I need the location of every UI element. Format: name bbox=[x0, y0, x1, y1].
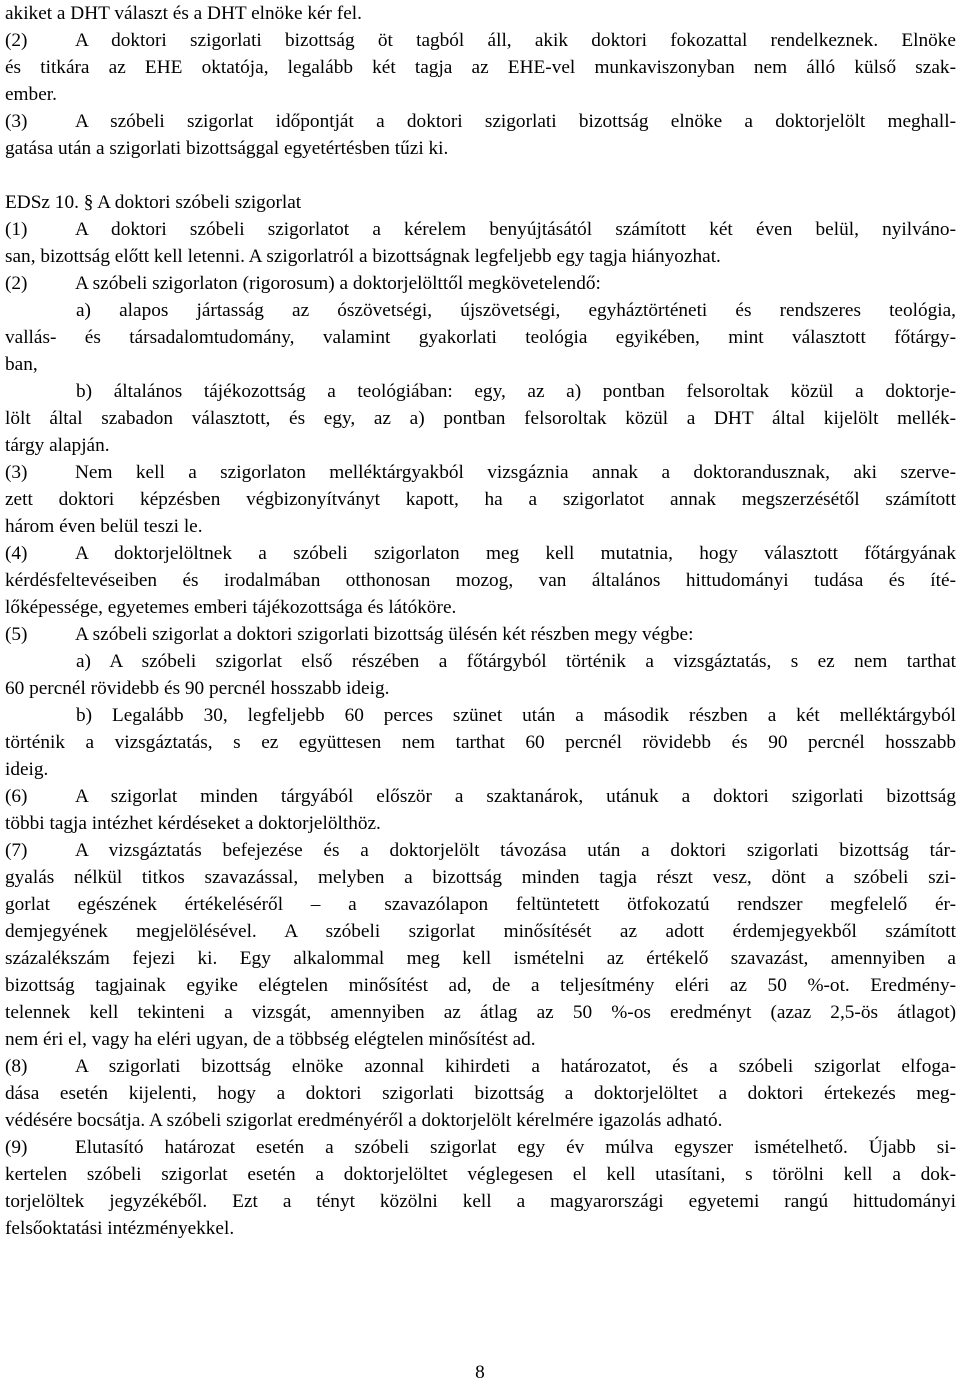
line-text: A szóbeli szigorlaton (rigorosum) a doktorjelölttől megkövetelendő: bbox=[75, 273, 601, 294]
text-line bbox=[5, 756, 956, 783]
line-text: ember. bbox=[5, 84, 57, 105]
line-text: san, bizottság előtt kell letenni. A szigorlatról a bizottságnak legfeljebb egy tagja hiányozhat. bbox=[5, 246, 721, 267]
line-text: gyalás nélkül titkos szavazással, melyben a bizottság minden tagja részt vesz, dönt a szóbeli szi- bbox=[5, 867, 956, 888]
text-line bbox=[5, 513, 956, 540]
line-text: EDSz 10. § A doktori szóbeli szigorlat bbox=[5, 192, 302, 213]
line-text: védésére bocsátja. A szóbeli szigorlat eredményéről a doktorjelölt kérelmére igazolás adható. bbox=[5, 1110, 723, 1131]
text-line bbox=[5, 999, 956, 1026]
text-line bbox=[5, 1053, 956, 1080]
page-number: 8 bbox=[475, 1362, 485, 1383]
text-line bbox=[5, 729, 956, 756]
text-line bbox=[5, 918, 956, 945]
text-line bbox=[5, 270, 956, 297]
line-text: A szóbeli szigorlat a doktori szigorlati bizottság ülésén két részben megy végbe: bbox=[75, 624, 694, 645]
text-line bbox=[5, 621, 956, 648]
line-text: ban, bbox=[5, 354, 38, 375]
text-line bbox=[5, 1107, 956, 1134]
paragraph-number: (2) bbox=[5, 273, 28, 294]
paragraph-number: (3) bbox=[5, 111, 28, 132]
text-line bbox=[5, 459, 956, 486]
line-text: akiket a DHT választ és a DHT elnöke kér fel. bbox=[5, 3, 362, 24]
text-line bbox=[5, 108, 956, 135]
line-text: tárgy alapján. bbox=[5, 435, 110, 456]
line-text: b) általános tájékozottság a teológiában: egy, az a) pontban felsoroltak közül a doktorje- bbox=[76, 381, 956, 402]
text-line bbox=[5, 648, 956, 675]
line-text: vallás- és társadalomtudomány, valamint gyakorlati teológia egyikében, mint választott főtárgy- bbox=[5, 327, 956, 348]
text-line bbox=[5, 1188, 956, 1215]
line-text: A szigorlat minden tárgyából először a szaktanárok, utánuk a doktori szigorlati bizottság bbox=[75, 786, 956, 807]
text-line bbox=[5, 540, 956, 567]
text-line bbox=[5, 54, 956, 81]
text-line bbox=[5, 297, 956, 324]
text-line bbox=[5, 81, 956, 108]
text-line bbox=[5, 945, 956, 972]
line-text: Nem kell a szigorlaton melléktárgyakból vizsgáznia annak a doktorandusznak, aki szerve- bbox=[75, 462, 956, 483]
line-text: gorlat egészének értékeléséről – a szavazólapon feltüntetett ötfokozatú rendszer megfelelő ér- bbox=[5, 894, 956, 915]
text-line bbox=[5, 216, 956, 243]
text-line bbox=[5, 432, 956, 459]
text-line bbox=[5, 864, 956, 891]
text-line bbox=[5, 891, 956, 918]
text-line bbox=[5, 0, 956, 27]
paragraph-number: (1) bbox=[5, 219, 28, 240]
text-line bbox=[5, 594, 956, 621]
paragraph-number: (2) bbox=[5, 30, 28, 51]
text-line bbox=[5, 189, 956, 216]
line-text: három éven belül teszi le. bbox=[5, 516, 203, 537]
paragraph-number: (7) bbox=[5, 840, 28, 861]
paragraph-number: (6) bbox=[5, 786, 28, 807]
line-text: kertelen szóbeli szigorlat esetén a doktorjelöltet véglegesen el kell utasítani, s törölni kell a dok- bbox=[5, 1164, 956, 1185]
text-line bbox=[5, 486, 956, 513]
line-text: zett doktori képzésben végbizonyítványt kapott, ha a szigorlatot annak megszerzésétől számított bbox=[5, 489, 956, 510]
line-text: A doktorjelöltnek a szóbeli szigorlaton meg kell mutatnia, hogy választott főtárgyának bbox=[75, 543, 956, 564]
line-text: és titkára az EHE oktatója, legalább két tagja az EHE-vel munkaviszonyban nem álló külső szak- bbox=[5, 57, 956, 78]
line-text: felsőoktatási intézményekkel. bbox=[5, 1218, 235, 1239]
line-text: torjelöltek jegyzékéből. Ezt a tényt közölni kell a magyarországi egyetemi rangú hittudományi bbox=[5, 1191, 956, 1212]
line-text: történik a vizsgáztatás, s ez együttesen nem tarthat 60 percnél rövidebb és 90 percnél hosszabb bbox=[5, 732, 956, 753]
line-text: nem éri el, vagy ha eléri ugyan, de a többség elégtelen minősítést ad. bbox=[5, 1029, 536, 1050]
line-text: lölt által szabadon választott, és egy, az a) pontban felsoroltak közül a DHT által kijelölt mellék- bbox=[5, 408, 956, 429]
text-line bbox=[5, 324, 956, 351]
paragraph-number: (3) bbox=[5, 462, 28, 483]
text-line bbox=[5, 810, 956, 837]
line-text: százalékszám fejezi ki. Egy alkalommal meg kell ismételni az értékelő szavazást, amennyiben a bbox=[5, 948, 956, 969]
line-text: lőképessége, egyetemes emberi tájékozottsága és látóköre. bbox=[5, 597, 457, 618]
text-line bbox=[5, 567, 956, 594]
text-line bbox=[5, 702, 956, 729]
text-line bbox=[5, 783, 956, 810]
paragraph-number: (5) bbox=[5, 624, 28, 645]
text-line bbox=[5, 351, 956, 378]
line-text: telennek kell tekinteni a vizsgát, amennyiben az átlag az 50 %-os eredményt (azaz 2,5-ös átlagot) bbox=[5, 1002, 956, 1023]
line-text: gatása után a szigorlati bizottsággal egyetértésben tűzi ki. bbox=[5, 138, 449, 159]
text-line bbox=[5, 1215, 956, 1242]
text-line bbox=[5, 405, 956, 432]
blank-line bbox=[5, 162, 956, 189]
text-line bbox=[5, 1026, 956, 1053]
line-text: Elutasító határozat esetén a szóbeli szigorlat egy év múlva egyszer ismételhető. Újabb si- bbox=[75, 1137, 956, 1158]
line-text: A szigorlati bizottság elnöke azonnal kihirdeti a határozatot, és a szóbeli szigorlat elfoga- bbox=[75, 1056, 956, 1077]
text-line bbox=[5, 675, 956, 702]
paragraph-number: (4) bbox=[5, 543, 28, 564]
body-text bbox=[5, 0, 956, 1242]
line-text: többi tagja intézhet kérdéseket a doktorjelölthöz. bbox=[5, 813, 381, 834]
text-line bbox=[5, 1161, 956, 1188]
paragraph-number: (8) bbox=[5, 1056, 28, 1077]
line-text: ideig. bbox=[5, 759, 49, 780]
text-line bbox=[5, 243, 956, 270]
line-text: demjegyének megjelölésével. A szóbeli szigorlat minősítését az adott érdemjegyekből számított bbox=[5, 921, 956, 942]
line-text: a) A szóbeli szigorlat első részében a főtárgyból történik a vizsgáztatás, s ez nem tarthat bbox=[76, 651, 956, 672]
line-text: dása esetén kijelenti, hogy a doktori szigorlati bizottság a doktorjelöltet a doktori értekezés meg- bbox=[5, 1083, 956, 1104]
paragraph-number: (9) bbox=[5, 1137, 28, 1158]
line-text: A doktori szóbeli szigorlatot a kérelem benyújtásától számított két éven belül, nyilváno- bbox=[75, 219, 956, 240]
text-line bbox=[5, 972, 956, 999]
line-text: bizottság tagjainak egyike elégtelen minősítést ad, de a teljesítmény eléri az 50 %-ot. Eredmény- bbox=[5, 975, 956, 996]
text-line bbox=[5, 837, 956, 864]
text-line bbox=[5, 135, 956, 162]
text-line bbox=[5, 1080, 956, 1107]
line-text: a) alapos jártasság az ószövetségi, újszövetségi, egyháztörténeti és rendszeres teológia, bbox=[76, 300, 956, 321]
text-line bbox=[5, 378, 956, 405]
line-text: A szóbeli szigorlat időpontját a doktori szigorlati bizottság elnöke a doktorjelölt meghall- bbox=[75, 111, 956, 132]
line-text: 60 percnél rövidebb és 90 percnél hosszabb ideig. bbox=[5, 678, 390, 699]
text-line bbox=[5, 27, 956, 54]
line-text: A vizsgáztatás befejezése és a doktorjelölt távozása után a doktori szigorlati bizottság tár- bbox=[75, 840, 956, 861]
line-text: b) Legalább 30, legfeljebb 60 perces szünet után a második részben a két melléktárgyból bbox=[76, 705, 956, 726]
line-text: kérdésfeltevéseiben és irodalmában otthonosan mozog, van általános hittudományi tudása és íté- bbox=[5, 570, 956, 591]
line-text: A doktori szigorlati bizottság öt tagból áll, akik doktori fokozattal rendelkeznek. Elnöke bbox=[75, 30, 956, 51]
text-line bbox=[5, 1134, 956, 1161]
